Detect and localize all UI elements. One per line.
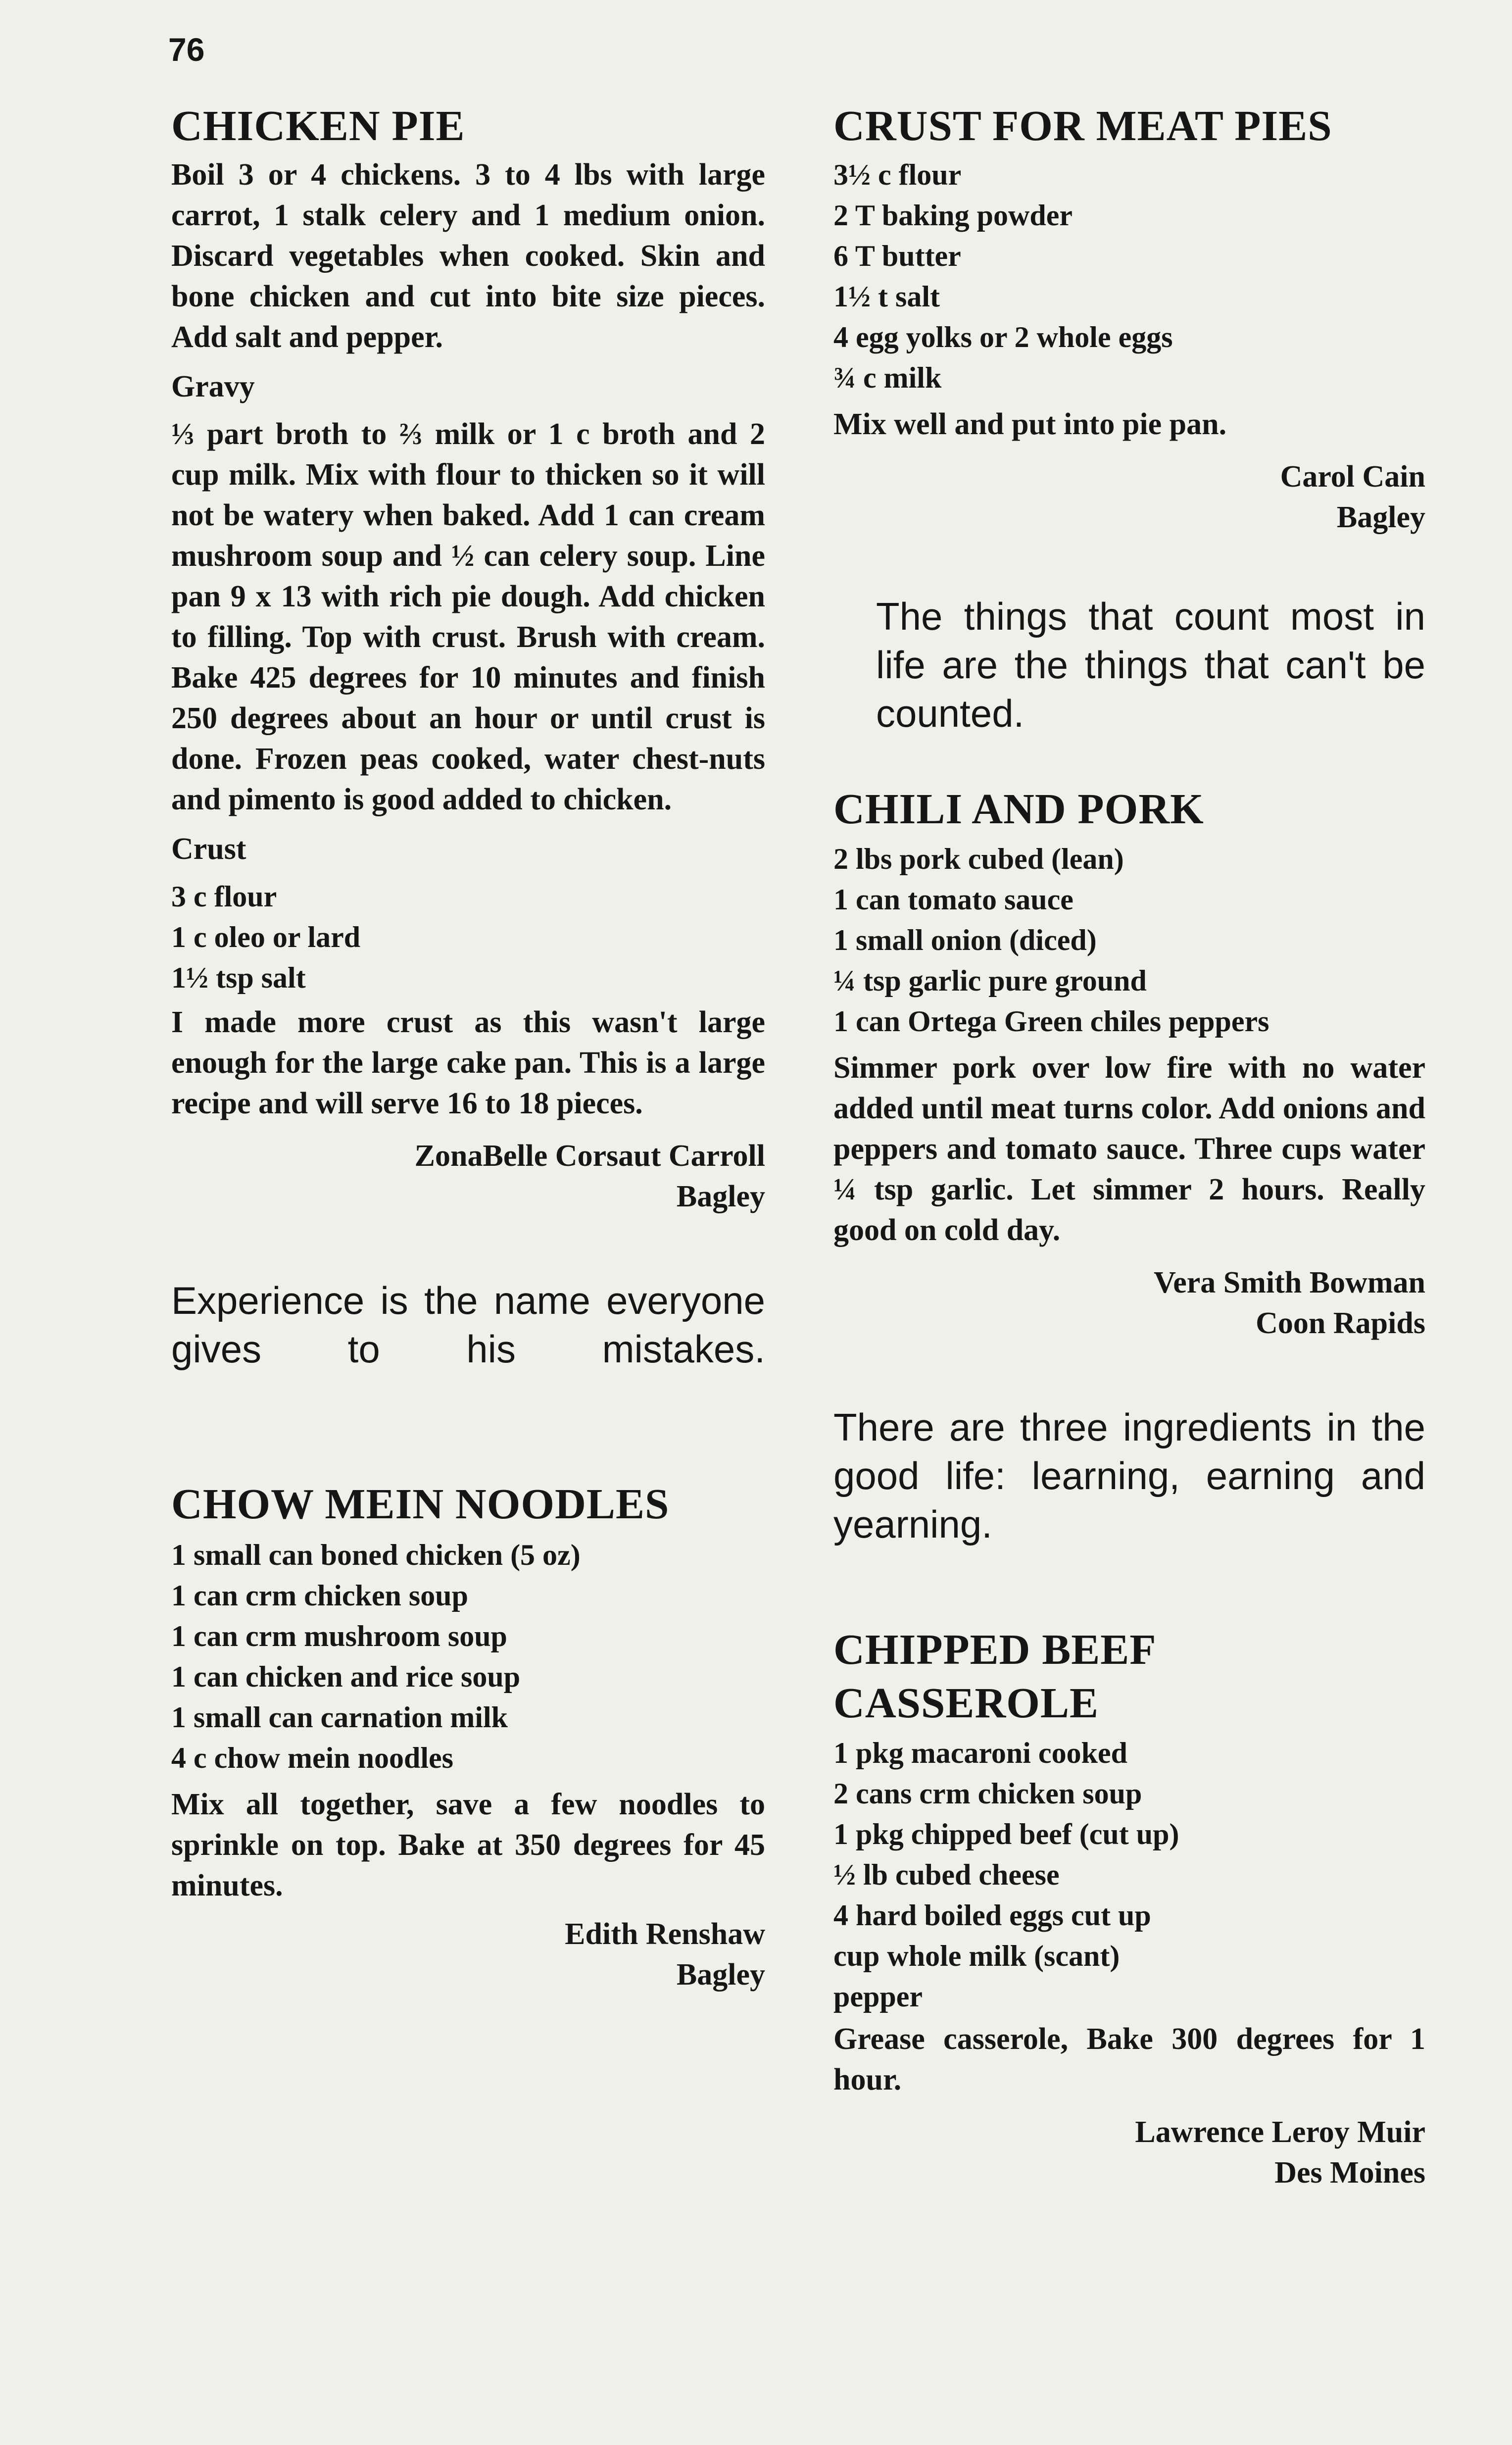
chili-pork-author-name: Vera Smith Bowman <box>1154 1266 1425 1299</box>
chili-pork-ingredient: 2 lbs pork cubed (lean) <box>833 843 1124 875</box>
crust-ingredient: 1 c oleo or lard <box>171 921 361 953</box>
chow-mein-ingredient: 1 can crm mushroom soup <box>171 1620 507 1652</box>
crust-ingredient: 1½ tsp salt <box>171 961 306 994</box>
chili-pork-ingredient: 1 can Ortega Green chiles peppers <box>833 1005 1269 1038</box>
crust-ingredient: 3 c flour <box>171 880 277 913</box>
crust-meat-pies-ingredient: 6 T butter <box>833 240 961 272</box>
chipped-beef-title-line1: CHIPPED BEEF <box>833 1625 1157 1673</box>
crust-meat-pies-ingredient: 3½ c flour <box>833 158 962 191</box>
crust-meat-pies-ingredient-list <box>833 154 1425 398</box>
left-column <box>171 99 765 1995</box>
chili-pork-title: CHILI AND PORK <box>833 785 1204 833</box>
crust-meat-pies-author-name: Carol Cain <box>1280 460 1425 494</box>
chipped-beef-ingredient: pepper <box>833 1980 923 2013</box>
crust-meat-pies-author-town: Bagley <box>1336 500 1425 534</box>
chicken-pie-author-name: ZonaBelle Corsaut Carroll <box>414 1139 765 1173</box>
crust-meat-pies-ingredient: ¾ c milk <box>833 361 942 394</box>
chipped-beef-ingredient: 1 pkg macaroni cooked <box>833 1737 1127 1769</box>
quote-three-ingredients: There are three ingredients in the good life: learning, earning and yearning. <box>833 1405 1425 1546</box>
crust-heading: Crust <box>171 832 246 866</box>
chow-mein-title: CHOW MEIN NOODLES <box>171 1480 670 1528</box>
crust-meat-pies-ingredient: 1½ t salt <box>833 280 940 313</box>
chipped-beef-ingredient-list <box>833 1733 1425 2017</box>
chicken-pie-title: CHICKEN PIE <box>171 101 465 150</box>
chipped-beef-title-line2: CASSEROLE <box>833 1679 1099 1727</box>
crust-meat-pies-title: CRUST FOR MEAT PIES <box>833 101 1332 150</box>
chow-mein-ingredient: 4 c chow mein noodles <box>171 1742 453 1774</box>
chipped-beef-ingredient: ½ lb cubed cheese <box>833 1858 1060 1891</box>
chipped-beef-author-name: Lawrence Leroy Muir <box>1135 2115 1425 2149</box>
chili-pork-ingredient-list <box>833 839 1425 1042</box>
chili-pork-ingredient: 1 can tomato sauce <box>833 883 1073 916</box>
chili-pork-directions: Simmer pork over low fire with no water added until meat turns color. Add onions and peppers and tomato sauce. Three cups water ¼ tsp garlic. Let simmer 2 hours. Really good on cold day. <box>833 1051 1425 1247</box>
crust-meat-pies-directions: Mix well and put into pie pan. <box>833 407 1227 441</box>
chipped-beef-directions: Grease casserole, Bake 300 degrees for 1 hour. <box>833 2022 1425 2096</box>
page-number: 76 <box>168 31 205 68</box>
chicken-pie-intro: Boil 3 or 4 chickens. 3 to 4 lbs with large carrot, 1 stalk celery and 1 medium onion. Discard vegetables when cooked. Skin and bone chicken and cut into bite size pieces. Add salt and pepper. <box>171 158 765 354</box>
crust-text: I made more crust as this wasn't large enough for the large cake pan. This is a large recipe and will serve 16 to 18 pieces. <box>171 1005 765 1120</box>
chow-mein-ingredient: 1 small can boned chicken (5 oz) <box>171 1539 581 1571</box>
crust-meat-pies-ingredient: 2 T baking powder <box>833 199 1073 232</box>
crust-meat-pies-ingredient: 4 egg yolks or 2 whole eggs <box>833 321 1173 353</box>
chow-mein-ingredient: 1 can crm chicken soup <box>171 1579 468 1612</box>
chow-mein-author-town: Bagley <box>676 1958 765 1992</box>
quote-experience: Experience is the name everyone gives to his mistakes. <box>171 1279 765 1371</box>
chipped-beef-ingredient: cup whole milk (scant) <box>833 1940 1120 1972</box>
chipped-beef-ingredient: 1 pkg chipped beef (cut up) <box>833 1818 1179 1850</box>
chicken-pie-author-town: Bagley <box>676 1180 765 1213</box>
chili-pork-ingredient: 1 small onion (diced) <box>833 924 1097 956</box>
quote-things-that-count: The things that count most in life are the things that can't be counted. <box>876 595 1425 735</box>
chipped-beef-ingredient: 2 cans crm chicken soup <box>833 1777 1142 1810</box>
chow-mein-ingredient-list <box>171 1535 765 1778</box>
chow-mein-ingredient: 1 can chicken and rice soup <box>171 1660 521 1693</box>
chow-mein-directions: Mix all together, save a few noodles to sprinkle on top. Bake at 350 degrees for 45 minutes. <box>171 1788 765 1902</box>
crust-ingredient-list <box>171 876 765 998</box>
chow-mein-author-name: Edith Renshaw <box>565 1917 765 1951</box>
gravy-heading: Gravy <box>171 370 255 403</box>
chipped-beef-author-town: Des Moines <box>1274 2156 1425 2190</box>
chow-mein-ingredient: 1 small can carnation milk <box>171 1701 508 1734</box>
right-column <box>833 99 1425 2193</box>
chili-pork-author-town: Coon Rapids <box>1256 1306 1425 1340</box>
gravy-text: ⅓ part broth to ⅔ milk or 1 c broth and 2 cup milk. Mix with flour to thicken so it will not be watery when baked. Add 1 can cream mushroom soup and ½ can celery soup. Line pan 9 x 13 with rich pie dough. Add chicken to filling. Top with crust. Brush with cream. Bake 425 degrees for 10 minutes and finish 250 degrees about an hour or until crust is done. Frozen peas cooked, water chest-nuts and pimento is good added to chicken. <box>171 417 765 816</box>
chili-pork-ingredient: ¼ tsp garlic pure ground <box>833 964 1147 997</box>
chipped-beef-ingredient: 4 hard boiled eggs cut up <box>833 1899 1151 1932</box>
